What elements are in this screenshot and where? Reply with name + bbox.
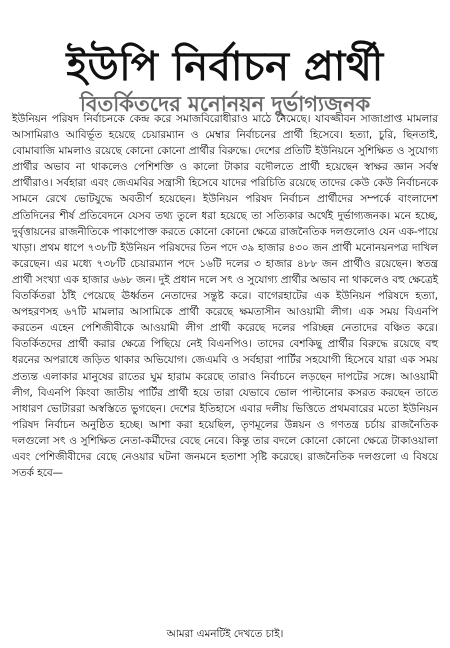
closing-line: আমরা এমনটিই দেখতে চাই।	[166, 628, 284, 640]
headline: ইউপি নির্বাচন প্রার্থী	[66, 43, 384, 90]
article-body	[12, 111, 438, 481]
subheadline: বিতর্কিতদের মনোনয়ন দুর্ভাগ্যজনক	[79, 92, 371, 117]
body-paragraph: ইউনিয়ন পরিষদ নির্বাচনকে কেন্দ্র করে সমাজবিরোধীরাও মাঠে নেমেছে। যাবজ্জীবন সাজাপ্রাপ্ত মামলার আসামিরাও আবির্ভূত হয়েছে চেয়ারম্যান ও মেম্বার নির্বাচনের প্রার্থী হিসেবে। হত্যা, চুরি, ছিনতাই, বোমাবাজি মামলাও রয়েছে কোনো কোনো প্রার্থীর বিরুদ্ধে। দেশের প্রতিটি ইউনিয়নে সুশিক্ষিত ও সুযোগ্য প্রার্থীর অভাব না থাকলেও পেশিশক্তি ও কালো টাকার বদৌলতে প্রার্থী হয়েছেন স্বাক্ষর জ্ঞান সর্বস্ব প্রার্থীরাও। সর্বহারা এবং জেএমবির সন্ত্রাসী হিসেবে যাদের পরিচিতি রয়েছে তাদের কেউ কেউ নির্বাচনকে সামনে রেখে ভোটযুদ্ধে অবতীর্ণ হয়েছেন। ইউনিয়ন পরিষদ নির্বাচন প্রার্থীদের সম্পর্কে বাংলাদেশ প্রতিদিনের শীর্ষ প্রতিবেদনে যেসব তথ্য তুলে ধরা হয়েছে তা সত্যিকার অর্থেই দুর্ভাগ্যজনক। মনে হচ্ছে, দুর্বৃত্তায়নের রাজনীতিকে পাকাপোক্ত করতে কোনো কোনো ক্ষেত্রে রাজনৈতিক দলগুলোও যেন এক-পায়ে খাড়া। প্রথম ধাপে ৭৩৮টি ইউনিয়ন পরিষদের তিন পদে ৩৯ হাজার ৪৩০ জন প্রার্থী মনোনয়নপত্র দাখিল করেছেন। এর মধ্যে ৭৩৮টি চেয়ারম্যান পদে ১৬টি দলের ৩ হাজার ৪৮৮ জন প্রার্থীও রয়েছেন। স্বতন্ত্র প্রার্থী সংখ্যা এক হাজার ৬৬৮ জন। দুই প্রধান দলে সৎ ও সুযোগ্য প্রার্থীর অভাব না থাকলেও বহু ক্ষেত্রেই বিতর্কিতরা ঠাঁই পেয়েছে ঊর্ধ্বতন নেতাদের সন্তুষ্ট করে। বাগেরহাটের এক ইউনিয়ন পরিষদে হত্যা, অপহরণসহ ৬৭টি মামলার আসামিকে প্রার্থী করেছে ক্ষমতাসীন আওয়ামী লীগ। এক সময় বিএনপি করতেন এহেন পেশিজীবীকে আওয়ামী লীগ প্রার্থী করেছে দলের পরিচ্ছন্ন নেতাদের বঞ্চিত করে। বিতর্কিতদের প্রার্থী করার ক্ষেত্রে পিছিয়ে নেই বিএনপিও। তাদের বেশকিছু প্রার্থীর বিরুদ্ধে রয়েছে বহু ধরনের অপরাধে জড়িত থাকার অভিযোগ। জেএমবি ও সর্বহারা পার্টির সহযোগী হিসেবে যারা এক সময় প্রত্যন্ত এলাকার মানুষের রাতের ঘুম হারাম করেছে তারাও নির্বাচনে লড়ছেন দাপটের সঙ্গে। আওয়ামী লীগ, বিএনপি কিংবা জাতীয় পার্টির প্রার্থী হয়ে তারা যেভাবে ভোল পাল্টানোর কসরত করছেন তাতে সাধারণ ভোটাররা অস্বস্তিতে ভুগছেন। দেশের ইতিহাসে এবার দলীয় ভিত্তিতে প্রথমবারের মতো ইউনিয়ন পরিষদ নির্বাচন অনুষ্ঠিত হচ্ছে। আশা করা হয়েছিল, তৃণমূলের উন্নয়ন ও গণতন্ত্র চর্চায় রাজনৈতিক দলগুলো সৎ ও সুশিক্ষিত নেতা-কর্মীদের বেছে নেবে। কিন্তু তার বদলে কোনো কোনো ক্ষেত্রে টাকাওয়ালা এবং পেশিজীবীদের বেছে নেওয়ার ঘটনা জনমনে হতাশা সৃষ্টি করেছে। রাজনৈতিক দলগুলো এ বিষয়ে সতর্ক হবে—	[12, 113, 438, 480]
